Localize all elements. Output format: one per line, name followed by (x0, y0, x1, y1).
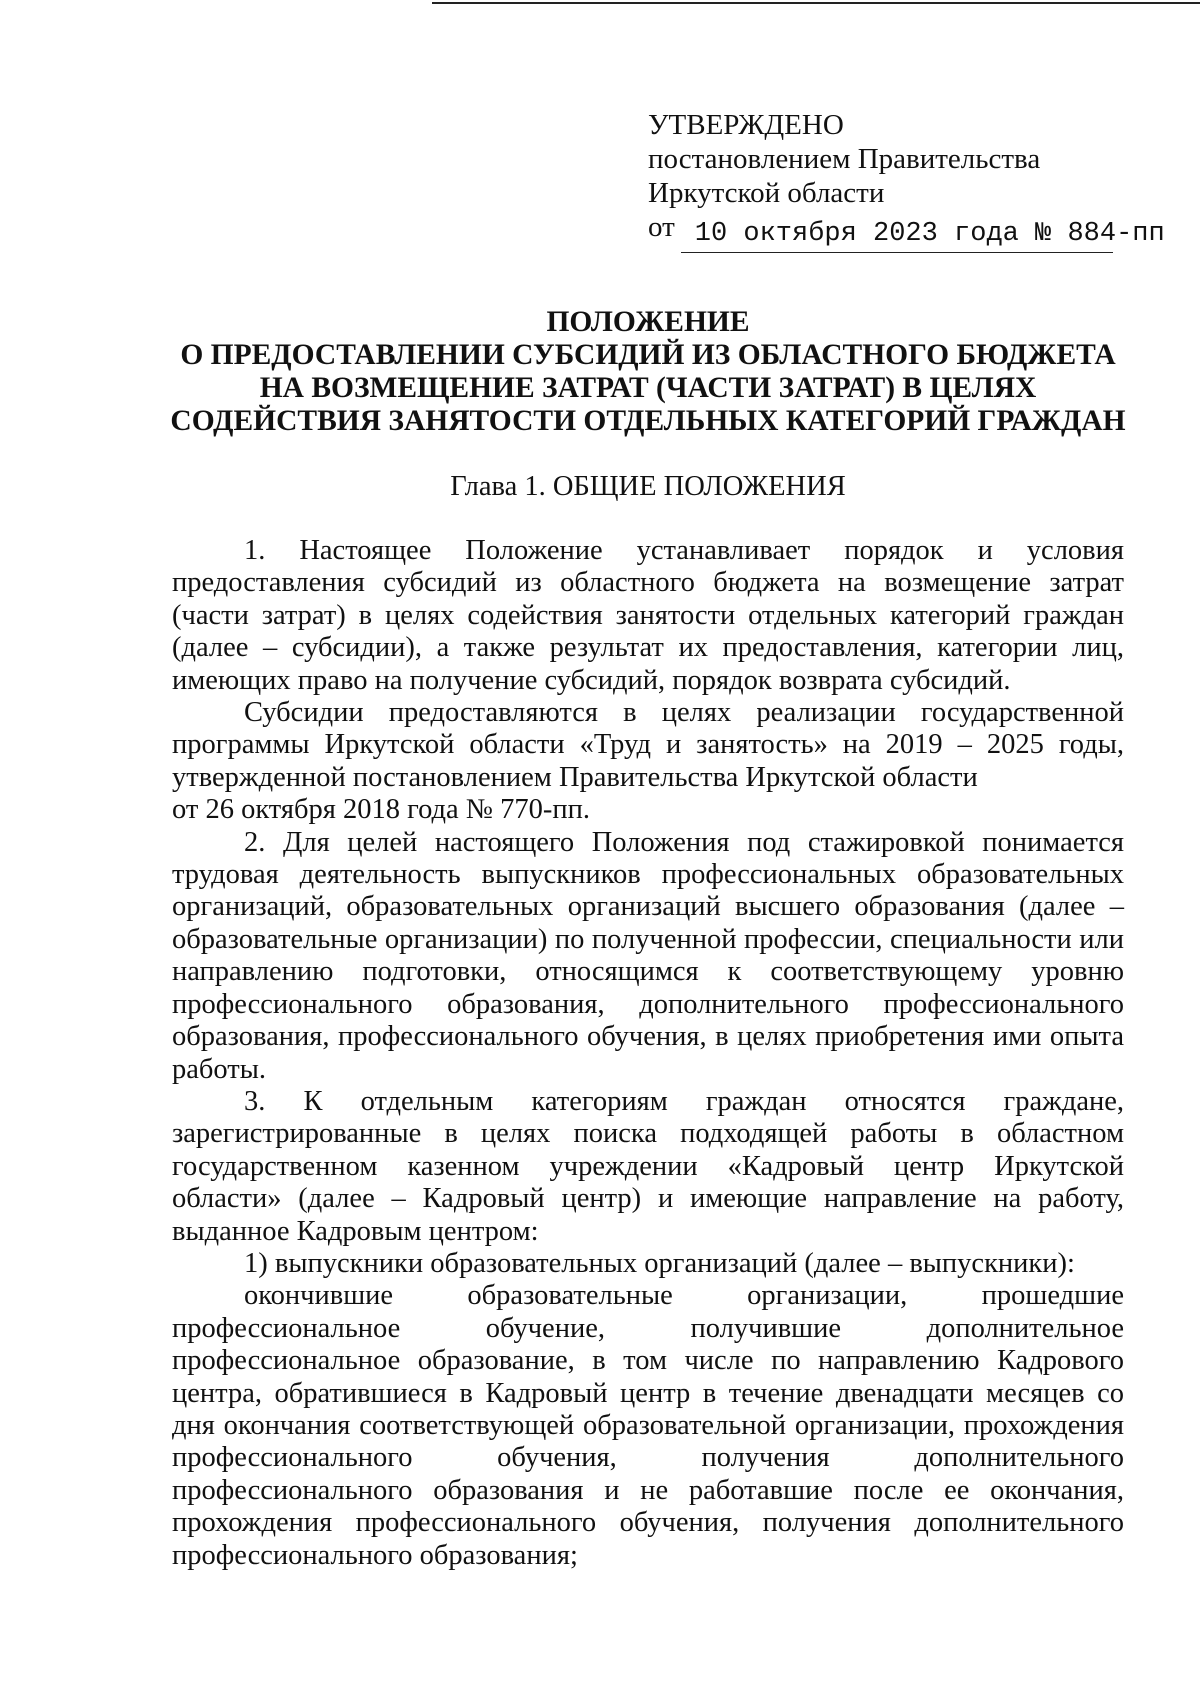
approval-stamp-block (648, 108, 1165, 249)
approval-date-line (648, 210, 1165, 249)
document-title (150, 306, 1146, 438)
paragraph-6: окончившие образовательные организации, прошедшие профессиональное обучение, получившие дополнительное профессиональное образование, в том числе по направлению Кадрового центра, обратившиеся в Кадровый центр в течение двенадцати месяцев со дня окончания соответствующей образовательной организации, прохождения профессионального обучения, получения дополнительного профессионального образования и не работавшие после ее окончания, прохождения профессионального обучения, получения дополнительного профессионального образования; (172, 1280, 1124, 1571)
chapter-heading: Глава 1. ОБЩИЕ ПОЛОЖЕНИЯ (450, 471, 846, 502)
approval-region-line: Иркутской области (648, 177, 885, 209)
approval-issuer-line: постановлением Правительства (648, 143, 1041, 175)
top-border-line (432, 2, 1200, 4)
paragraph-4: 3. К отдельным категориям граждан относятся граждане, зарегистрированные в целях поиска подходящей работы в областном государственном казенном учреждении «Кадровый центр Иркутской области» (далее – Кадровый центр) и имеющие направление на работу, выданное Кадровым центром: (172, 1085, 1124, 1247)
paragraph-1: 1. Настоящее Положение устанавливает порядок и условия предоставления субсидий из областного бюджета на возмещение затрат (части затрат) в целях содействия занятости отдельных категорий граждан (далее – субсидии), а также результат их предоставления, категории лиц, имеющих право на получение субсидий, порядок возврата субсидий. (172, 535, 1124, 696)
paragraph-5: 1) выпускники образовательных организаций (далее – выпускники): (244, 1247, 1075, 1279)
title-line-4: СОДЕЙСТВИЯ ЗАНЯТОСТИ ОТДЕЛЬНЫХ КАТЕГОРИЙ ГРАЖДАН (170, 405, 1126, 437)
approval-heading: УТВЕРЖДЕНО (648, 109, 844, 141)
approval-date-value: 10 октября 2023 года № 884-пп (681, 220, 1113, 253)
title-line-1: ПОЛОЖЕНИЕ (546, 306, 750, 338)
paragraph-2-tail: от 26 октября 2018 года № 770-пп. (172, 794, 590, 826)
approval-date-prefix: от (648, 211, 675, 243)
paragraph-3: 2. Для целей настоящего Положения под стажировкой понимается трудовая деятельность выпускников профессиональных образовательных организаций, образовательных организаций высшего образования (далее – образовательные организации) по полученной профессии, специальности или направлению подготовки, относящимся к соответствующему уровню профессионального образования, дополнительного профессионального образования, профессионального обучения, в целях приобретения ими опыта работы. (172, 826, 1124, 1085)
title-line-3: НА ВОЗМЕЩЕНИЕ ЗАТРАТ (ЧАСТИ ЗАТРАТ) В ЦЕЛЯХ (259, 372, 1037, 404)
document-body (172, 535, 1124, 1572)
title-line-2: О ПРЕДОСТАВЛЕНИИ СУБСИДИЙ ИЗ ОБЛАСТНОГО БЮДЖЕТА (180, 339, 1116, 371)
paragraph-2: Субсидии предоставляются в целях реализации государственной программы Иркутской области «Труд и занятость» на 2019 – 2025 годы, утвержденной постановлением Правительства Иркутской области (172, 697, 1124, 793)
